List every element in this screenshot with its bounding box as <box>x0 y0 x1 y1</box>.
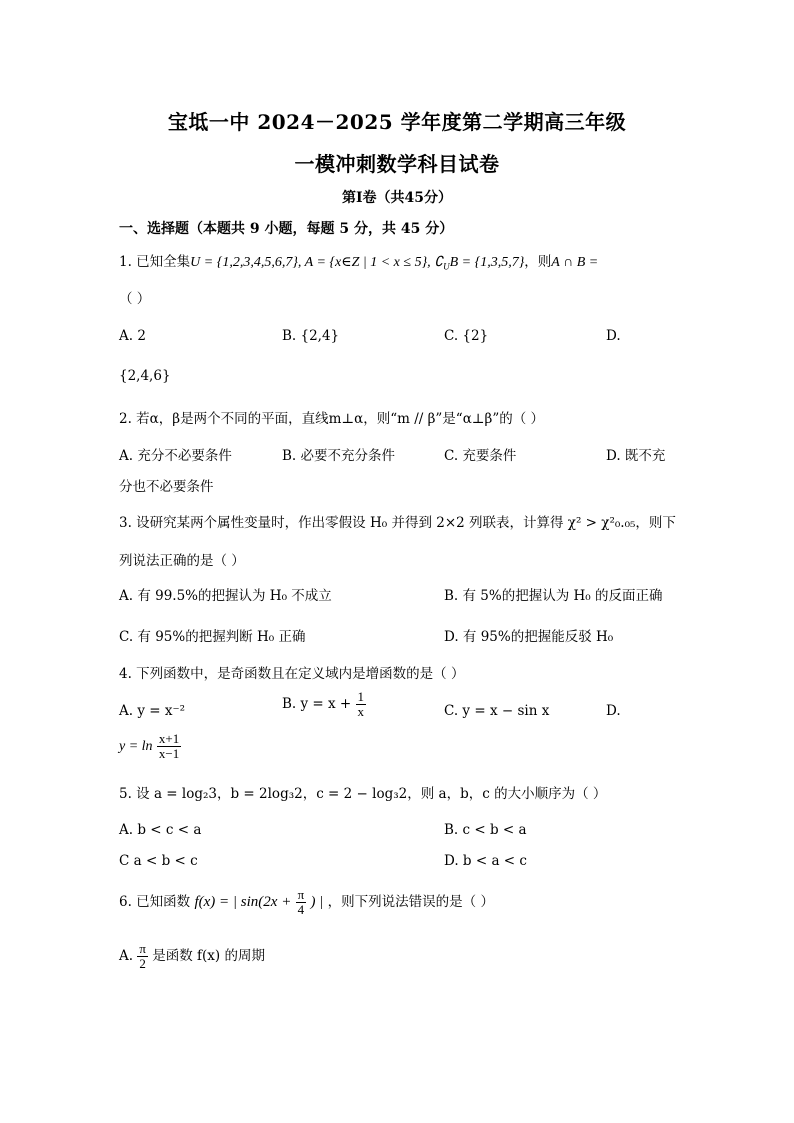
q2-stem: 2. 若α，β是两个不同的平面，直线m⊥α，则“m // β”是“α⊥β”的（ ） <box>119 411 545 427</box>
q2-option-b: B. 必要不充分条件 <box>282 448 396 464</box>
q1-option-a: A. 2 <box>119 328 146 344</box>
q5-option-a: A. b < c < a <box>119 822 202 838</box>
q1-option-d-value: {2,4,6} <box>119 368 171 384</box>
q2-option-d-cont: 分也不必要条件 <box>119 479 214 495</box>
q3-option-c: C. 有 95%的把握判断 H₀ 正确 <box>119 629 306 645</box>
q6-option-a-label: A. <box>119 948 134 964</box>
q3-stem-line2: 列说法正确的是（ ） <box>119 553 245 569</box>
q1-paren: （ ） <box>119 291 151 307</box>
section-heading: 一、选择题（本题共 9 小题，每题 5 分，共 45 分） <box>119 221 454 237</box>
q2-option-c: C. 充要条件 <box>444 448 517 464</box>
q1-math-c: A ∩ B = <box>551 255 599 270</box>
q5-option-b: B. c < b < a <box>444 822 527 838</box>
q4-option-d-denominator: x−1 <box>158 746 180 761</box>
q4-option-a: A. y = x⁻² <box>119 703 186 719</box>
part-heading: 第Ⅰ卷（共45分） <box>341 190 453 206</box>
q4-option-d-fraction <box>157 732 181 761</box>
exam-title-line2: 一模冲刺数学科目试卷 <box>294 152 500 176</box>
q4-option-b-fraction <box>356 690 367 719</box>
q4-option-b-denominator: x <box>357 704 365 719</box>
q4-option-b-text: B. y = x + <box>282 696 352 712</box>
q6-denominator: 4 <box>297 902 305 917</box>
q5-option-c: C a < b < c <box>119 853 198 869</box>
q6-option-a-text: 是函数 f(x) 的周期 <box>152 948 265 964</box>
q6-numerator: π <box>297 887 305 902</box>
q1-option-d: D. <box>606 328 621 344</box>
q2-option-a: A. 充分不必要条件 <box>119 448 232 464</box>
q2-option-d: D. 既不充 <box>606 448 666 464</box>
q6-function-close: ) | <box>310 894 324 910</box>
q1-stem-text: 1. 已知全集 <box>119 254 191 270</box>
q4-option-d-label: D. <box>606 703 621 719</box>
q6-stem-end: ，则下列说法错误的是（ ） <box>327 894 494 910</box>
q4-option-d <box>119 732 181 761</box>
q6-stem <box>119 888 494 917</box>
q6-fraction <box>296 888 307 917</box>
q4-option-b <box>282 690 366 719</box>
q3-option-b: B. 有 5%的把握认为 H₀ 的反面正确 <box>444 588 663 604</box>
q5-option-d: D. b < a < c <box>444 853 527 869</box>
q1-math-sub: U <box>443 261 450 272</box>
q1-option-b: B. {2,4} <box>282 328 340 344</box>
q4-stem: 4. 下列函数中，是奇函数且在定义域内是增函数的是（ ） <box>119 666 465 682</box>
q3-stem-line1: 3. 设研究某两个属性变量时，作出零假设 H₀ 并得到 2×2 列联表，计算得 χ² > χ²₀.₀₅，则下 <box>119 515 676 531</box>
q6-option-a-fraction <box>137 942 148 971</box>
q4-option-d-numerator: x+1 <box>158 731 180 746</box>
q1-math-b: B = {1,3,5,7} <box>449 255 525 270</box>
q6-stem-text: 6. 已知函数 <box>119 894 191 910</box>
q6-option-a <box>119 942 265 971</box>
q6-option-a-numerator: π <box>139 941 146 956</box>
q4-option-d-text: y = ln <box>119 739 153 754</box>
q3-option-a: A. 有 99.5%的把握认为 H₀ 不成立 <box>119 588 332 604</box>
q1-math: U = {1,2,3,4,5,6,7}, A = {x∈Z | 1 < x ≤ 5}, ∁ <box>190 255 444 270</box>
q4-option-b-numerator: 1 <box>357 689 365 704</box>
q5-stem: 5. 设 a = log₂3，b = 2log₃2，c = 2 − log₃2，则 a，b，c 的大小顺序为（ ） <box>119 786 607 802</box>
q1-option-c: C. {2} <box>444 328 489 344</box>
q3-option-d: D. 有 95%的把握能反驳 H₀ <box>444 629 614 645</box>
q6-function: f(x) = | sin(2x + <box>194 894 292 910</box>
q1-stem <box>119 253 598 276</box>
q1-stem-mid: ，则 <box>524 254 552 270</box>
exam-title-line1: 宝坻一中 2024－2025 学年度第二学期高三年级 <box>167 110 627 134</box>
q4-option-c: C. y = x − sin x <box>444 703 550 719</box>
q6-option-a-denominator: 2 <box>139 956 146 971</box>
